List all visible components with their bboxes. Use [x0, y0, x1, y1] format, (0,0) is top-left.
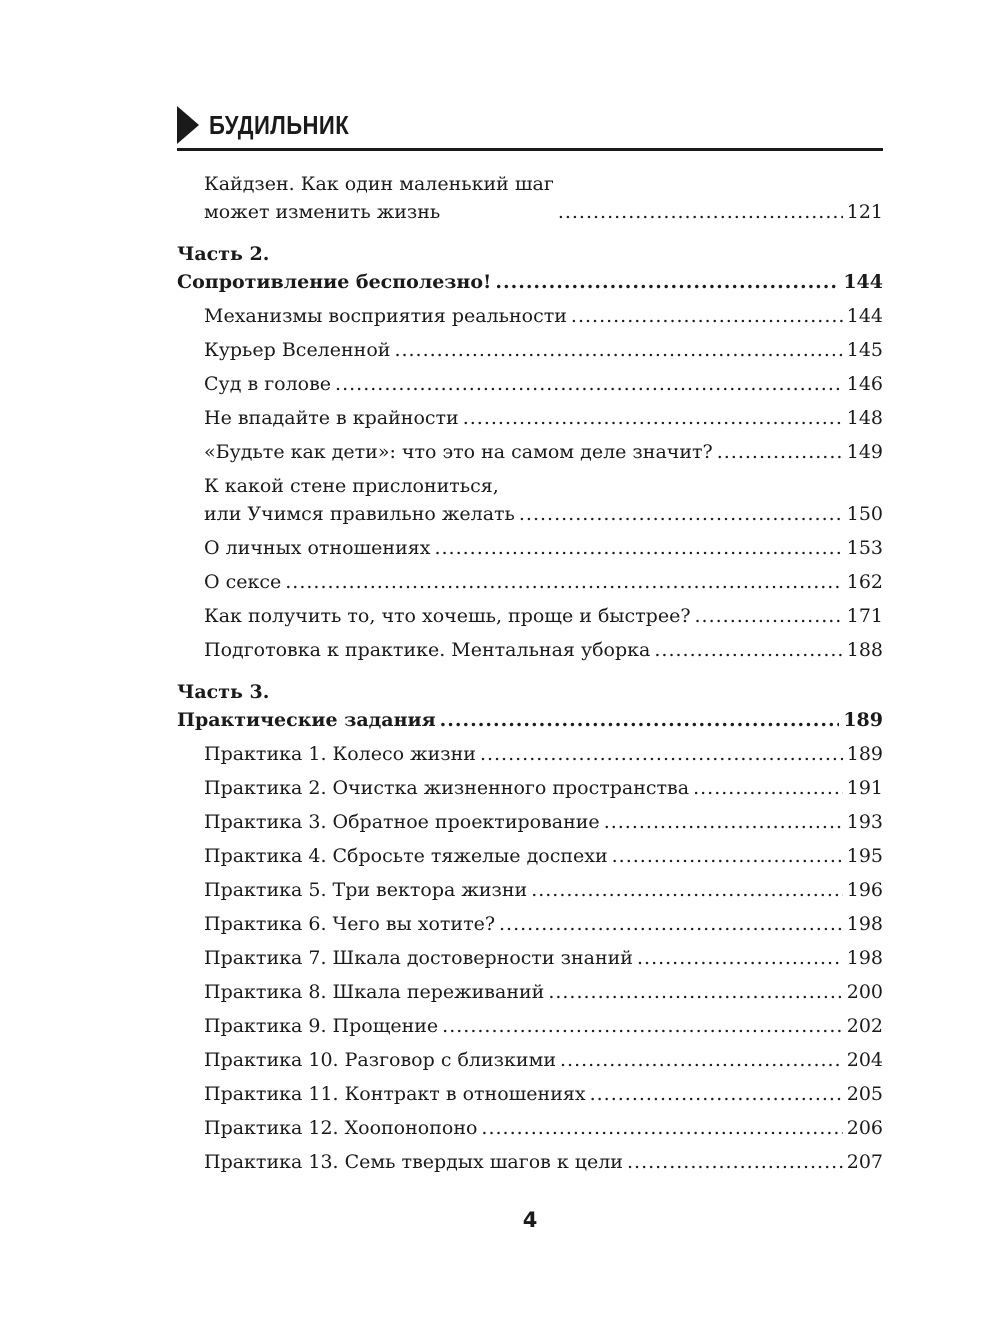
- toc-entry[interactable]: [177, 944, 883, 972]
- toc-page-number: 148: [846, 407, 883, 429]
- dot-leader: [637, 944, 843, 972]
- toc-entry-title: «Будьте как дети»: что это на самом деле значит?: [204, 441, 713, 463]
- dot-leader: [519, 500, 843, 528]
- running-header: [177, 104, 883, 151]
- toc-entry-title: Практика 5. Три вектора жизни: [204, 879, 528, 901]
- toc-entry-title: К какой стене прислониться, или Учимся правильно желать: [204, 475, 515, 525]
- toc-page-number: 153: [846, 537, 883, 559]
- toc-page-number: 145: [846, 339, 883, 361]
- toc-entry-title: Практика 1. Колесо жизни: [204, 743, 476, 765]
- header-title: БУДИЛЬНИК: [209, 110, 350, 140]
- dot-leader: [717, 438, 843, 466]
- dot-leader: [463, 404, 843, 432]
- toc-entry[interactable]: [177, 774, 883, 802]
- toc-page-number: 144: [846, 305, 883, 327]
- toc-entry[interactable]: [177, 472, 883, 528]
- toc-page-number: 189: [846, 743, 883, 765]
- page-number: 4: [522, 1208, 538, 1232]
- dot-leader: [612, 842, 843, 870]
- toc-page-number: 196: [846, 879, 883, 901]
- toc-page-number: 204: [846, 1049, 883, 1071]
- toc-page-number: 144: [843, 271, 883, 293]
- toc-entry[interactable]: [177, 302, 883, 330]
- toc-part-title[interactable]: [177, 268, 883, 296]
- dot-leader: [604, 808, 843, 836]
- dot-leader: [394, 336, 842, 364]
- toc-entry[interactable]: [177, 1114, 883, 1142]
- toc-entry[interactable]: [177, 876, 883, 904]
- toc-entry[interactable]: [177, 910, 883, 938]
- toc-page-number: 146: [846, 373, 883, 395]
- dot-leader: [590, 1080, 843, 1108]
- dot-leader: [499, 910, 843, 938]
- toc-page-number: 193: [846, 811, 883, 833]
- toc-page-number: 191: [846, 777, 883, 799]
- toc-entry[interactable]: [177, 602, 883, 630]
- toc-entry[interactable]: [177, 438, 883, 466]
- toc-entry-title: Практика 2. Очистка жизненного пространства: [204, 777, 690, 799]
- toc-page-number: 198: [846, 947, 883, 969]
- dot-leader: [495, 268, 839, 296]
- toc-page-number: 171: [846, 605, 883, 627]
- toc-entry[interactable]: [177, 808, 883, 836]
- toc-page-number: 162: [846, 571, 883, 593]
- toc-entry-title: Практика 9. Прощение: [204, 1015, 439, 1037]
- dot-leader: [693, 774, 843, 802]
- toc-entry-title: Сопротивление бесполезно!: [177, 271, 492, 293]
- toc-entry-title: Кайдзен. Как один маленький шаг может изменить жизнь: [204, 173, 554, 223]
- toc-page-number: 188: [846, 639, 883, 661]
- toc-entry-title: Практика 11. Контракт в отношениях: [204, 1083, 586, 1105]
- dot-leader: [695, 602, 843, 630]
- toc-page-number: 121: [846, 201, 883, 223]
- toc-entry-title: Практика 4. Сбросьте тяжелые доспехи: [204, 845, 608, 867]
- dot-leader: [442, 1012, 843, 1040]
- dot-leader: [558, 198, 843, 226]
- toc-entry[interactable]: [177, 534, 883, 562]
- toc-entry-title: Не впадайте в крайности: [204, 407, 459, 429]
- toc-entry-title: Практика 8. Шкала переживаний: [204, 981, 545, 1003]
- toc-entry-title: О сексе: [204, 571, 282, 593]
- toc-entry[interactable]: [177, 170, 883, 226]
- toc-entry-title: Подготовка к практике. Ментальная уборка: [204, 639, 651, 661]
- dot-leader: [480, 740, 843, 768]
- toc-page-number: 150: [846, 503, 883, 525]
- toc-entry-title: Суд в голове: [204, 373, 332, 395]
- toc-page-number: 202: [846, 1015, 883, 1037]
- toc-entry[interactable]: [177, 568, 883, 596]
- toc-entry[interactable]: [177, 1080, 883, 1108]
- toc-entry[interactable]: [177, 1046, 883, 1074]
- dot-leader: [434, 534, 842, 562]
- table-of-contents: [177, 170, 883, 1182]
- part-label: Часть 2.: [177, 243, 270, 265]
- toc-entry-title: Практика 10. Разговор с близкими: [204, 1049, 557, 1071]
- toc-entry[interactable]: [177, 1148, 883, 1176]
- toc-entry-title: Практика 6. Чего вы хотите?: [204, 913, 496, 935]
- toc-entry-title: Практика 7. Шкала достоверности знаний: [204, 947, 633, 969]
- toc-entry-title: Практика 12. Хоопонопоно: [204, 1117, 478, 1139]
- toc-entry[interactable]: [177, 404, 883, 432]
- arrow-marker-icon: [177, 106, 199, 144]
- toc-entry[interactable]: [177, 1012, 883, 1040]
- dot-leader: [654, 636, 842, 664]
- dot-leader: [285, 568, 842, 596]
- toc-entry-title: Курьер Вселенной: [204, 339, 391, 361]
- toc-page-number: 195: [846, 845, 883, 867]
- toc-entry-title: Механизмы восприятия реальности: [204, 305, 567, 327]
- toc-entry-title: О личных отношениях: [204, 537, 431, 559]
- dot-leader: [560, 1046, 843, 1074]
- toc-entry[interactable]: [177, 740, 883, 768]
- toc-entry-title: Как получить то, что хочешь, проще и быстрее?: [204, 605, 691, 627]
- toc-page-number: 207: [846, 1151, 883, 1173]
- toc-entry-title: Практика 3. Обратное проектирование: [204, 811, 600, 833]
- toc-entry-title: Практические задания: [177, 709, 436, 731]
- toc-page-number: 200: [846, 981, 883, 1003]
- dot-leader: [627, 1148, 843, 1176]
- dot-leader: [335, 370, 843, 398]
- toc-page-number: 205: [846, 1083, 883, 1105]
- dot-leader: [548, 978, 842, 1006]
- part-label: Часть 3.: [177, 681, 270, 703]
- toc-entry[interactable]: [177, 842, 883, 870]
- toc-entry[interactable]: [177, 636, 883, 664]
- toc-page-number: 198: [846, 913, 883, 935]
- dot-leader: [440, 706, 840, 734]
- dot-leader: [571, 302, 843, 330]
- toc-entry[interactable]: [177, 336, 883, 364]
- dot-leader: [481, 1114, 842, 1142]
- toc-page-number: 149: [846, 441, 883, 463]
- toc-entry[interactable]: [177, 370, 883, 398]
- toc-entry-title: Практика 13. Семь твердых шагов к цели: [204, 1151, 623, 1173]
- dot-leader: [531, 876, 843, 904]
- toc-page-number: 206: [846, 1117, 883, 1139]
- toc-entry[interactable]: [177, 978, 883, 1006]
- toc-part-title[interactable]: [177, 706, 883, 734]
- toc-page-number: 189: [843, 709, 883, 731]
